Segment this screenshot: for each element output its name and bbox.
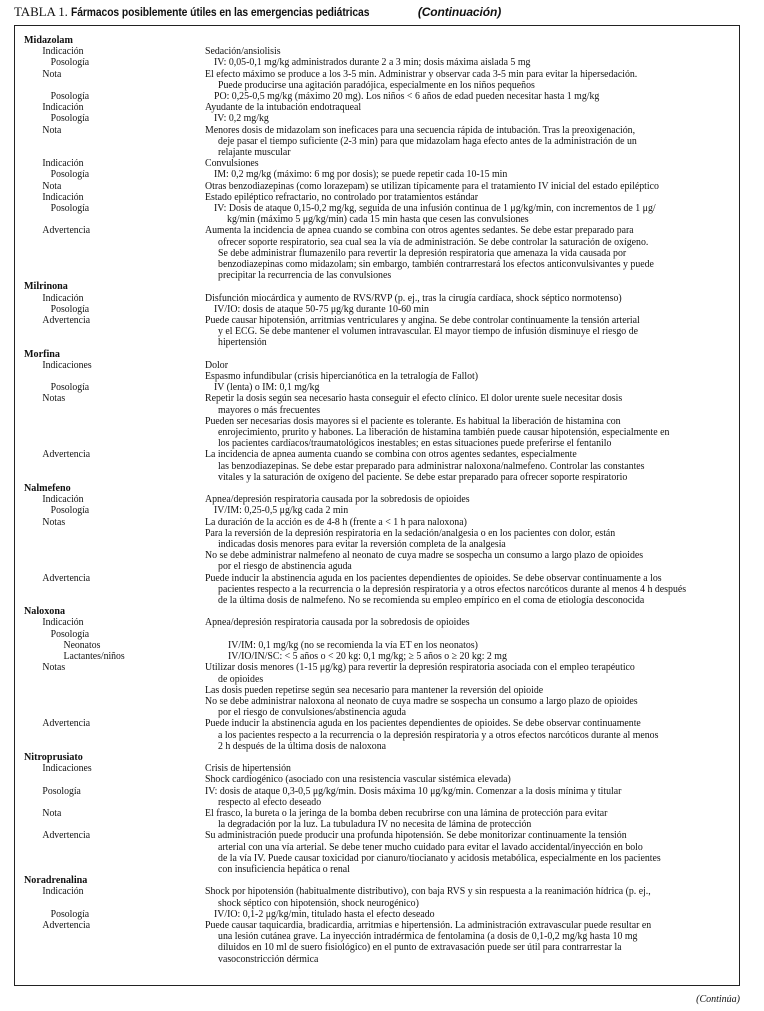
drug-row [24,617,733,628]
continuation-note: (Continuación) [417,5,502,19]
row-text [205,920,696,965]
row-label: Indicación [42,191,84,203]
text-line-continued: enrojecimiento, prurito y habones. La liberación de histamina también puede causar hipotensión, especialmente en [218,427,670,439]
row-label: Indicaciones [42,763,92,775]
text-line-continued: shock séptico con hipotensión, shock neurogénico) [218,897,419,909]
drug-row [24,304,733,315]
row-label: Nota [42,807,62,819]
row-text [205,886,696,908]
row-label: Indicación [42,102,84,114]
text-line: Apnea/depresión respiratoria causada por la sobredosis de opioides [205,494,470,506]
row-text [205,125,696,159]
text-line: Puede causar hipotensión, arritmias ventriculares y angina. Se debe controlar continuamente la tensión arterial [205,315,640,327]
text-line-continued: los pacientes cardíacos/traumatológicos inestables; en estas situaciones puede preferirse el fentanilo [218,438,612,450]
drug-row [24,651,733,662]
text-line: Puede inducir la abstinencia aguda en los pacientes dependientes de opioides. Se debe observar continuamente [205,718,641,730]
text-line: La duración de la acción es de 4-8 h (frente a < 1 h para naloxona) [205,516,467,528]
drug-row [24,808,733,830]
row-label: Advertencia [42,225,91,237]
row-text [214,91,697,102]
text-line: No se debe administrar naloxona al neonato de cuya madre se sospecha un consumo a largo plazo de opioides [205,695,638,707]
drug-row [24,494,733,505]
drug-row [24,920,733,965]
row-text [205,696,696,718]
text-line: IV/IO: dosis de ataque 50-75 μg/kg durante 10-60 min [214,303,429,315]
drug-row [24,393,733,415]
text-line-continued: precipitar la recurrencia de las convulsiones [218,270,392,282]
continues-label: (Continúa) [696,994,740,1005]
text-line: IV/IO: 0,1-2 μg/kg/min, titulado hasta el efecto deseado [214,908,435,920]
drug-row [24,360,733,371]
text-line-continued: respecto al efecto deseado [218,796,322,808]
text-line: IV: 0,05-0,1 mg/kg administrados durante 2 a 3 min; dosis máxima aislada 5 mg [214,57,531,69]
text-line: Shock cardiogénico (asociado con una resistencia vascular sistémica elevada) [205,774,511,786]
row-text [205,763,696,774]
row-label: Indicación [42,617,84,629]
drug-row [24,125,733,159]
text-line: Repetir la dosis según sea necesario hasta conseguir el efecto clínico. El dolor urente suele necesitar dosis [205,393,623,405]
row-text [214,57,697,68]
text-line: No se debe administrar nalmefeno al neonato de cuya madre se sospecha un consumo a largo plazo de opioides [205,550,644,562]
row-text [205,528,696,550]
row-text [205,517,696,528]
row-text [228,651,698,662]
drug-row [24,169,733,180]
table-number: TABLA 1. [14,4,71,19]
text-line-continued: Puede producirse una agitación paradójica, especialmente en los niños pequeños [218,79,535,91]
drug-row [24,886,733,908]
row-label: Advertencia [42,572,91,584]
row-text [214,629,697,640]
text-line-continued: pacientes respecto a la recurrencia o la depresión respiratoria y a otros efectos narcóticos durante al menos 4 h después [218,583,687,595]
text-line: Apnea/depresión respiratoria causada por la sobredosis de opioides [205,617,470,629]
drug-name: Milrinona [24,280,68,293]
row-label: Posología [42,785,81,797]
row-label: Indicación [42,494,84,506]
drug-row [24,416,733,450]
text-line: IV/IM: 0,25-0,5 μg/kg cada 2 min [214,505,349,517]
table-title [14,4,501,20]
text-line: Su administración puede producir una profunda hipotensión. Se debe monitorizar continuamente la tensión [205,830,627,842]
text-line-continued: arterial con una vía arterial. Se debe tener mucho cuidado para evitar el lavado accidental/inyección en bolo [218,841,643,853]
text-line: La incidencia de apnea aumenta cuando se combina con otros agentes sedantes, especialmente [205,449,577,461]
row-text [205,393,696,415]
drug-row [24,718,733,752]
row-text [205,102,696,113]
text-line-continued: de la última dosis de nalmefeno. No se recomienda su empleo empírico en el coma de etiología desconocida [218,595,645,607]
text-line-continued: con insuficiencia hepática o renal [218,863,350,875]
text-line: Para la reversión de la depresión respiratoria en la sedación/analgesia o en los pacientes con dolor, están [205,527,616,539]
row-text [205,181,696,192]
text-line-continued: ofrecer soporte respiratorio, sea cual sea la vía de administración. Se debe controlar la saturación de oxígeno. [218,236,649,248]
drug-row [24,763,733,774]
drug-row [24,293,733,304]
row-label: Indicación [42,292,84,304]
text-line-continued: las benzodiazepinas. Se debe estar preparado para administrar naloxona/nalmefeno. Controlar las constantes [218,460,645,472]
text-line: Dolor [205,359,228,371]
text-line: Espasmo infundibular (crisis hipercianótica en la tetralogía de Fallot) [205,371,479,383]
drug-name: Nitroprusiato [24,750,83,763]
text-line-continued: 2 h después de la última dosis de naloxona [218,740,387,752]
row-text [214,505,697,516]
text-line: IV/IO/IN/SC: < 5 años o < 20 kg: 0,1 mg/kg; ≥ 5 años o ≥ 20 kg: 2 mg [228,651,507,663]
row-text [205,158,696,169]
text-line [214,629,697,640]
text-line-continued: por el riesgo de abstinencia aguda [218,561,352,573]
drug-name: Nalmefeno [24,482,71,495]
text-line-continued: la degradación por la luz. La tubuladura IV no necesita de lámina de protección [218,819,532,831]
drug-row [24,573,733,607]
text-line-continued: diluidos en 10 ml de suero fisiológico) en el punto de extravasación puede ser útil para contrarrestar la [218,942,622,954]
row-text [205,617,696,628]
drug-row [24,69,733,91]
row-label: Advertencia [42,315,91,327]
row-label: Posología [50,57,90,69]
drug-row [24,192,733,203]
row-label: Nota [42,124,62,136]
row-text [214,203,697,225]
row-label: Posología [50,91,90,102]
text-line: Menores dosis de midazolam son ineficaces para una secuencia rápida de intubación. Tras la preoxigenación, [205,124,636,136]
text-line: Convulsiones [205,158,259,170]
row-label: Posología [50,113,90,125]
text-line-continued: benzodiazepinas como midazolam; sin embargo, también contrarrestará los efectos anticonvulsivantes y puede [218,259,654,271]
row-text [205,662,696,684]
drug-row [24,640,733,651]
text-line: Puede inducir la abstinencia aguda en los pacientes dependientes de opioides. Se debe observar continuamente a los [205,572,662,584]
text-line: Crisis de hipertensión [205,763,291,775]
text-line-continued: relajante muscular [218,147,291,159]
text-line: PO: 0,25-0,5 mg/kg (máximo 20 mg). Los niños < 6 años de edad pueden necesitar hasta 1 mg/kg [214,91,600,102]
text-line: Utilizar dosis menores (1-15 μg/kg) para revertir la depresión respiratoria asociada con el empleo terapéutico [205,662,635,674]
row-text [205,46,696,57]
text-line: Pueden ser necesarias dosis mayores si el paciente es tolerante. Es habitual la liberación de histamina con [205,415,621,427]
row-text [205,786,696,808]
drug-row [24,909,733,920]
text-line: Disfunción miocárdica y aumento de RVS/RVP (p. ej., tras la cirugía cardíaca, shock séptico normotenso) [205,292,622,304]
row-label [24,774,191,785]
drug-table [14,25,740,986]
drug-table-body [24,35,733,965]
text-line-continued: deje pasar el tiempo suficiente (2-3 min) para que midazolam haga efecto antes de la administración de un [218,135,637,147]
drug-row [24,315,733,349]
drug-row [24,102,733,113]
row-text [205,830,696,875]
text-line: IV: Dosis de ataque 0,15-0,2 mg/kg, seguida de una infusión continua de 1 μg/kg/min, con incrementos de 1 μg/ [214,203,656,215]
text-line-continued: Se debe administrar flumazenilo para revertir la depresión respiratoria que amenaza la vida causada por [218,247,627,259]
row-text [214,113,697,124]
row-text [205,225,696,281]
drug-row [24,505,733,516]
drug-row [24,774,733,785]
row-text [205,573,696,607]
row-label: Indicación [42,886,84,898]
row-text [205,494,696,505]
row-text [205,360,696,371]
row-text [214,909,697,920]
row-label: Posología [50,505,90,517]
text-line-continued: hipertensión [218,337,267,349]
row-label: Indicación [42,158,84,170]
drug-name: Naloxona [24,605,66,618]
row-text [205,293,696,304]
row-label [24,528,191,550]
text-line: Sedación/ansiolisis [205,46,281,58]
drug-row [24,113,733,124]
drug-row [24,449,733,483]
row-label [24,371,191,382]
text-line-continued: de opioides [218,673,264,685]
drug-row [24,91,733,102]
text-line-continued: a los pacientes respecto a la recurrencia o la depresión respiratoria y a otros efectos narcóticos durante al menos [218,729,659,741]
text-line-continued: kg/min (máximo 5 μg/kg/min) cada 15 min hasta que cesen las convulsiones [227,214,529,226]
row-text [205,550,696,572]
row-label: Posología [50,303,90,315]
text-line: IV: 0,2 mg/kg [214,113,269,125]
drug-row [24,550,733,572]
text-line: Las dosis pueden repetirse según sea necesario para mantener la reversión del opioide [205,684,544,696]
row-label: Notas [42,516,66,528]
drug-row [24,517,733,528]
text-line: Otras benzodiazepinas (como lorazepam) se utilizan típicamente para el tratamiento IV inicial del estado epiléptico [205,180,659,192]
drug-name: Morfina [24,347,60,360]
drug-row [24,371,733,382]
text-line-continued: mayores o más frecuentes [218,404,321,416]
row-text [205,808,696,830]
row-label: Nota [42,180,62,192]
text-line-continued: una lesión cutánea grave. La inyección intradérmica de fentolamina (a dosis de 0,1-0,2 mg/kg hasta 10 mg [218,931,638,943]
drug-name: Midazolam [24,34,73,46]
text-line-continued: vitales y la saturación de oxígeno del paciente. Se debe estar preparado para ofrecer soporte respiratorio [218,471,628,483]
row-label: Lactantes/niños [63,651,125,663]
row-text [205,371,696,382]
text-line-continued: y el ECG. Se debe mantener el volumen intravascular. El mayor tiempo de infusión disminuye el riesgo de [218,326,639,338]
row-text [205,315,696,349]
row-text [205,449,696,483]
text-line-continued: vasoconstricción dérmica [218,953,319,965]
row-label: Notas [42,393,66,405]
row-text [205,685,696,696]
text-line-continued: de la vía IV. Puede causar toxicidad por cianuro/tiocianato y acidosis metabólica, especialmente en los pacientes [218,852,661,864]
text-line: IM: 0,2 mg/kg (máximo: 6 mg por dosis); se puede repetir cada 10-15 min [214,169,508,181]
row-label: Advertencia [42,718,91,730]
drug-row [24,528,733,550]
row-label: Posología [50,628,90,640]
text-line: Puede causar taquicardia, bradicardia, arritmias e hipertensión. La administración extravascular puede resultar en [205,919,652,931]
row-label: Neonatos [63,639,101,651]
text-line: IV (lenta) o IM: 0,1 mg/kg [214,382,320,394]
text-line: Ayudante de la intubación endotraqueal [205,102,362,114]
row-label [24,550,191,572]
text-line-continued: por el riesgo de convulsiones/abstinencia aguda [218,707,406,719]
row-label: Indicaciones [42,359,92,371]
drug-name: Noradrenalina [24,874,88,887]
row-label [24,685,191,696]
drug-row [24,382,733,393]
row-text [205,69,696,91]
text-line: IV/IM: 0,1 mg/kg (no se recomienda la vía ET en los neonatos) [228,639,478,651]
drug-row [24,685,733,696]
drug-row [24,203,733,225]
drug-row [24,46,733,57]
row-label: Advertencia [42,830,91,842]
row-text [205,416,696,450]
row-label: Notas [42,662,66,674]
row-label [24,696,191,718]
row-label: Posología [50,169,90,181]
row-label: Posología [50,203,90,215]
drug-row [24,662,733,684]
text-line: Estado epiléptico refractario, no controlado por tratamientos estándar [205,191,479,203]
text-line: Aumenta la incidencia de apnea cuando se combina con otros agentes sedantes. Se debe estar preparado para [205,225,634,237]
row-text [205,718,696,752]
row-label: Posología [50,908,90,920]
drug-row [24,181,733,192]
text-line: El efecto máximo se produce a los 3-5 min. Administrar y observar cada 3-5 min para evitar la hipersedación. [205,68,638,80]
drug-row [24,158,733,169]
text-line-continued: indicadas dosis menores para evitar la reversión completa de la analgesia [218,539,506,551]
drug-row [24,629,733,640]
text-line: Shock por hipotensión (habitualmente distributivo), con baja RVS y sin respuesta a la reanimación hídrica (p. ej., [205,886,651,898]
drug-row [24,57,733,68]
row-label: Advertencia [42,919,91,931]
row-label: Advertencia [42,449,91,461]
row-text [205,774,696,785]
text-line: IV: dosis de ataque 0,3-0,5 μg/kg/min. Dosis máxima 10 μg/kg/min. Comenzar a la dosis mínima y titular [205,785,622,797]
drug-row [24,696,733,718]
row-label [24,416,191,450]
row-text [214,169,697,180]
row-text [228,640,698,651]
drug-row [24,786,733,808]
row-label: Nota [42,68,62,80]
row-text [205,192,696,203]
row-text [214,304,697,315]
table-caption: Fármacos posiblemente útiles en las emergencias pediátricas [70,5,370,19]
drug-row [24,225,733,281]
row-label: Indicación [42,46,84,58]
row-label: Posología [50,382,90,394]
row-text [214,382,697,393]
text-line: El frasco, la bureta o la jeringa de la bomba deben recubrirse con una lámina de protección para evitar [205,807,608,819]
drug-row [24,830,733,875]
